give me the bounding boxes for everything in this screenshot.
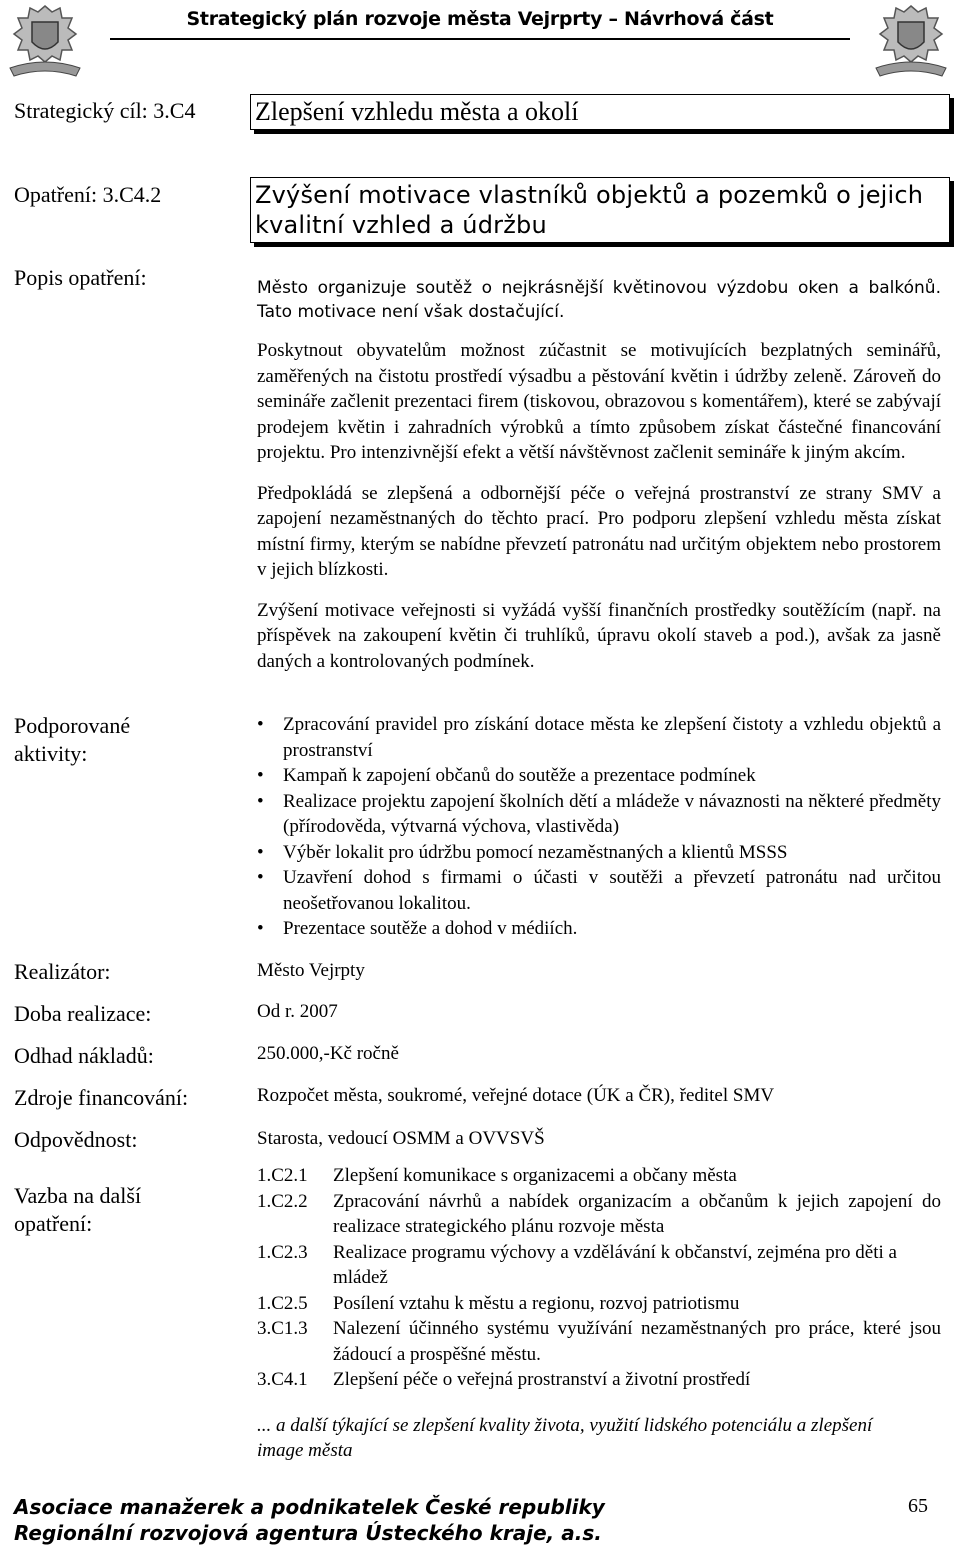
activities-list <box>257 712 941 942</box>
duration-label: Doba realizace: <box>14 1001 152 1026</box>
list-item: • Realizace projektu zapojení školních dětí a mládeže v návaznosti na některé předměty (přírodověda, výtvarná výchova, vlastivěda) <box>257 789 941 840</box>
links-label <box>14 1182 141 1238</box>
description-paragraph: Poskytnout obyvatelům možnost zúčastnit se motivujících bezplatných seminářů, zaměřených na čistotu prostředí výsadbu a pěstování květin i údržby zeleně. Zároveň do semináře začlenit prezentaci firem (tiskovou, obrazovou s komentářem), které se zabývají prodejem květin i zahradních výrobků a tímto způsobem získat částečné financování projektu. Pro intenzivnější efekt a větší návštěvnost začlenit semináře k jiným akcím. <box>257 340 941 463</box>
link-item <box>257 1291 941 1317</box>
footer-line-2: Regionální rozvojová agentura Ústeckého kraje, a.s. <box>14 1521 602 1545</box>
links-list <box>257 1163 941 1464</box>
link-code: 1.C2.3 <box>257 1241 308 1263</box>
list-item: • Prezentace soutěže a dohod v médiích. <box>257 916 941 942</box>
links-note: ... a další týkající se zlepšení kvality života, využití lidského potenciálu a zlepšení image města <box>257 1414 873 1461</box>
link-code: 3.C1.3 <box>257 1318 308 1339</box>
link-item <box>257 1367 941 1393</box>
description-label: Popis opatření: <box>14 265 147 290</box>
activities-label <box>14 712 130 768</box>
strategic-goal-label: Strategický cíl: 3.C4 <box>14 98 196 123</box>
description-block <box>257 276 941 674</box>
funding-label: Zdroje financování: <box>14 1085 189 1110</box>
measure-label: Opatření: 3.C4.2 <box>14 182 162 207</box>
list-item: • Kampaň k zapojení občanů do soutěže a prezentace podmínek <box>257 763 941 789</box>
cost-value: 250.000,-Kč ročně <box>257 1043 399 1064</box>
duration-value: Od r. 2007 <box>257 1001 338 1022</box>
link-text: Posílení vztahu k městu a regionu, rozvoj patriotismu <box>333 1292 740 1314</box>
links-label-line: Vazba na další <box>14 1183 142 1208</box>
link-item <box>257 1240 941 1291</box>
list-item: • Zpracování pravidel pro získání dotace města ke zlepšení čistoty a vzhledu objektů a prostranství <box>257 712 941 763</box>
link-text: Zpracování návrhů a nabídek organizacím a občanům k jejich zapojení do realizace strategického plánu rozvoje města <box>333 1190 941 1237</box>
header-rule <box>110 38 850 40</box>
link-item <box>257 1189 941 1240</box>
description-paragraph: Zvýšení motivace veřejnosti si vyžádá vyšší finančních prostředky soutěžícím (např. na příspěvek na zakoupení květin či truhlíků, úpravu okolí staveb a pod.), avšak za jasně daných a kontrolovaných podmínek. <box>257 599 941 672</box>
links-label-line: opatření: <box>14 1211 93 1236</box>
link-text: Zlepšení komunikace s organizacemi a občany města <box>333 1165 737 1186</box>
link-item <box>257 1163 941 1189</box>
link-code: 1.C2.1 <box>257 1165 308 1186</box>
cost-label: Odhad nákladů: <box>14 1043 154 1068</box>
implementer-value: Město Vejrpty <box>257 960 365 981</box>
implementer-label: Realizátor: <box>14 959 111 984</box>
link-text: Zlepšení péče o veřejná prostranství a životní prostředí <box>333 1369 751 1390</box>
link-item <box>257 1316 941 1367</box>
activities-label-line: aktivity: <box>14 741 88 766</box>
strategic-goal-title-box: Zlepšení vzhledu města a okolí <box>250 94 950 130</box>
link-code: 1.C2.2 <box>257 1190 308 1212</box>
document-header-title: Strategický plán rozvoje města Vejrprty – Návrhová část <box>186 8 774 30</box>
responsibility-label: Odpovědnost: <box>14 1127 138 1152</box>
list-item: • Výběr lokalit pro údržbu pomocí nezaměstnaných a klientů MSSS <box>257 840 941 866</box>
page-number: 65 <box>908 1495 928 1517</box>
link-text: Nalezení účinného systému využívání nezaměstnaných pro práce, které jsou žádoucí a prospěšné městu. <box>333 1318 941 1365</box>
list-item: • Uzavření dohod s firmami o účasti v soutěži a převzetí patronátu nad určitou neošetřovanou lokalitou. <box>257 865 941 916</box>
link-text: Realizace programu výchovy a vzdělávání k občanství, zejména pro děti a mládež <box>333 1241 897 1288</box>
town-crest-right <box>870 2 952 78</box>
measure-title-box: Zvýšení motivace vlastníků objektů a pozemků o jejich kvalitní vzhled a údržbu <box>250 177 950 243</box>
funding-value: Rozpočet města, soukromé, veřejné dotace (ÚK a ČR), ředitel SMV <box>257 1085 775 1106</box>
description-paragraph: Město organizuje soutěž o nejkrásnější květinovou výzdobu oken a balkónů. Tato motivace není však dostačující. <box>257 278 941 322</box>
link-code: 1.C2.5 <box>257 1292 308 1314</box>
link-code: 3.C4.1 <box>257 1369 308 1390</box>
footer-line-1: Asociace manažerek a podnikatelek České republiky <box>14 1495 605 1519</box>
responsibility-value: Starosta, vedoucí OSMM a OVVSVŠ <box>257 1128 545 1149</box>
description-paragraph: Předpokládá se zlepšená a odbornější péče o veřejná prostranství ze strany SMV a zapojení nezaměstnaných do těchto prací. Pro podporu zlepšení vzhledu města získat místní firmy, kterým se nabídne převzetí patronátu nad určitým objektem nebo prostorem v jejich blízkosti. <box>257 482 941 580</box>
activities-label-line: Podporované <box>14 713 131 738</box>
town-crest-left <box>4 2 86 78</box>
